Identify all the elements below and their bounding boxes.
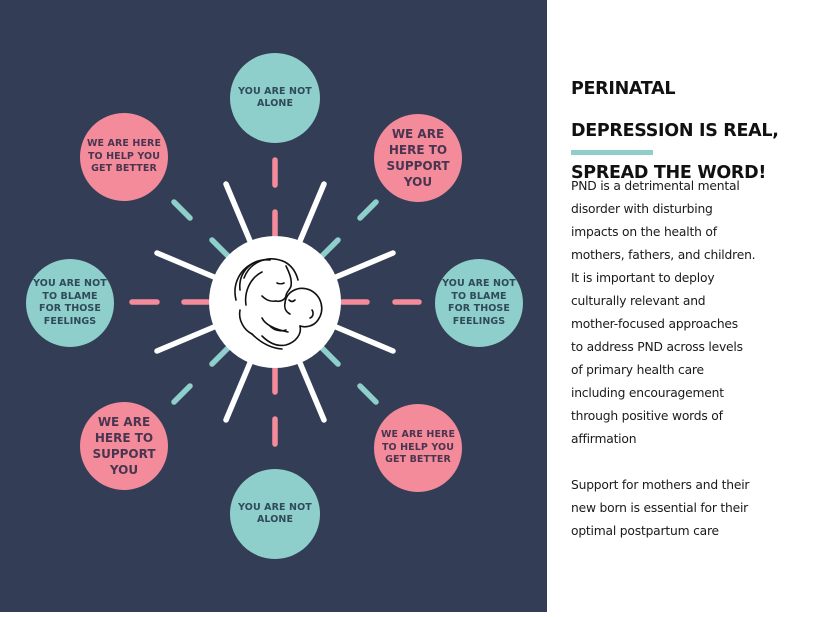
bubble-top-left: WE ARE HERE TO HELP YOU GET BETTER — [80, 113, 168, 201]
bubble-top: YOU ARE NOT ALONE — [230, 53, 320, 143]
bubble-left: YOU ARE NOT TO BLAME FOR THOSE FEELINGS — [26, 259, 114, 347]
bubble-right: YOU ARE NOT TO BLAME FOR THOSE FEELINGS — [435, 259, 523, 347]
description-paragraph: PND is a detrimental mental disorder with disturbing impacts on the health of mothers, fathers, and children. It is important to deploy culturally relevant and mother-focused approaches to address PND across levels of primary health care including encouragement through positive words of affirmation — [571, 179, 756, 446]
bubble-top-right: WE ARE HERE TO SUPPORT YOU — [374, 114, 462, 202]
bubble-bottom: YOU ARE NOT ALONE — [230, 469, 320, 559]
accent-divider — [571, 150, 653, 155]
support-paragraph: Support for mothers and their new born is essential for their optimal postpartum care — [571, 478, 750, 538]
bubble-bottom-left: WE ARE HERE TO SUPPORT YOU — [80, 402, 168, 490]
bubble-bottom-right: WE ARE HERE TO HELP YOU GET BETTER — [374, 404, 462, 492]
page-title: PERINATAL DEPRESSION IS REAL, SPREAD THE WORD! — [571, 79, 779, 183]
